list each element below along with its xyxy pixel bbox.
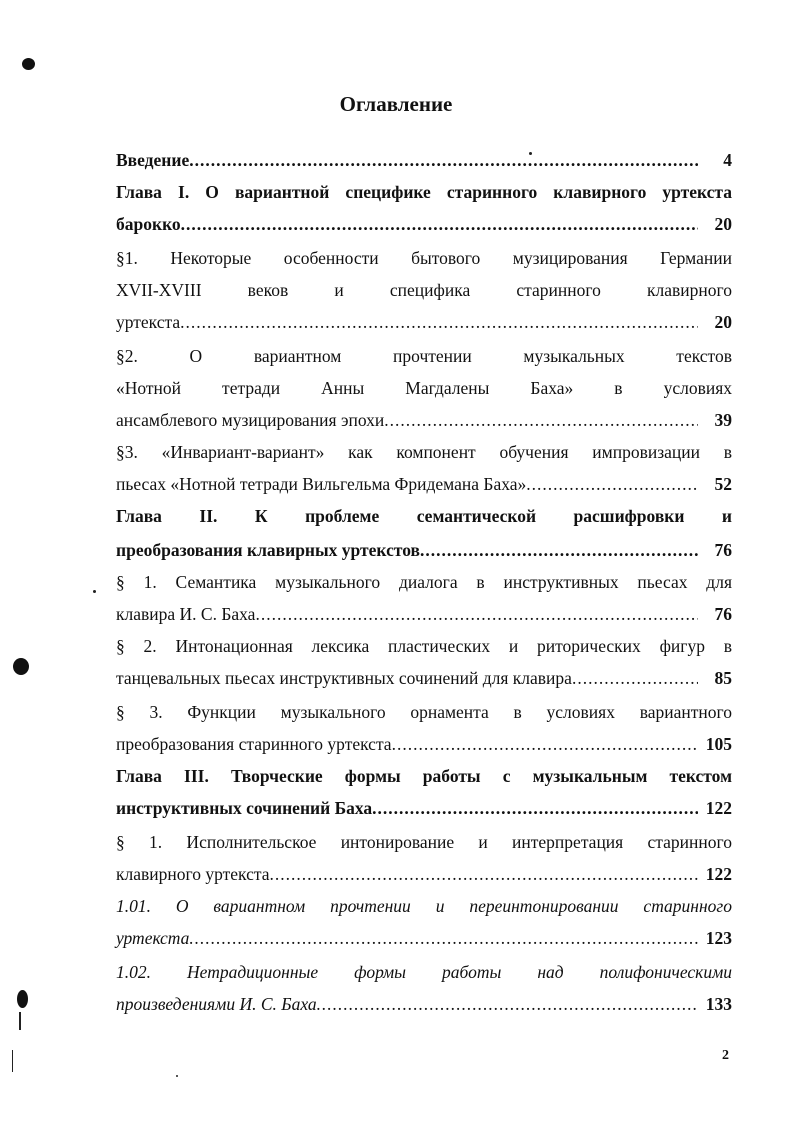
page-number: 2 — [722, 1048, 729, 1063]
toc-entry-section-1-1-cont[interactable]: XVII-XVIII веков и специфика старинного клавирного — [116, 280, 732, 300]
scan-blot-top — [22, 58, 35, 70]
toc-entry-section-1-1-end[interactable]: уртекста ..... 20 — [116, 306, 732, 338]
toc-entry-chapter-3[interactable]: Глава III. Творческие формы работы с музыкальным текстом — [116, 766, 732, 786]
toc-entry-chapter-3-end[interactable]: инструктивных сочинений Баха ..... 122 — [116, 792, 732, 824]
toc-entry-chapter-1-cont[interactable]: барокко ..... 20 — [116, 208, 732, 240]
toc-entry-section-3-1[interactable]: § 1. Исполнительское интонирование и интерпретация старинного — [116, 832, 732, 852]
page-title: Оглавление — [339, 92, 453, 116]
toc-entry-subsection-1-02[interactable]: 1.02. Нетрадиционные формы работы над полифоническими — [116, 962, 732, 982]
toc-entry-section-1-2[interactable]: §2. О вариантном прочтении музыкальных текстов — [116, 346, 732, 366]
toc-entry-section-1-3-end[interactable]: пьесах «Нотной тетради Вильгельма Фридемана Баха» ..... 52 — [116, 468, 732, 500]
toc-entry-section-2-2[interactable]: § 2. Интонационная лексика пластических и риторических фигур в — [116, 636, 732, 656]
scan-blot-middle — [13, 658, 29, 675]
toc-entry-chapter-2[interactable]: Глава II. К проблеме семантической расшифровки и — [116, 506, 732, 526]
scan-speck-dot-top — [529, 152, 532, 155]
scan-speck-line — [19, 1012, 21, 1030]
toc-entry-section-2-3-end[interactable]: преобразования старинного уртекста ..... 105 — [116, 728, 732, 760]
scan-speck-dot-bottom — [176, 1075, 178, 1077]
scan-speck-dot — [93, 590, 96, 593]
toc-entry-section-2-1-end[interactable]: клавира И. С. Баха ..... 76 — [116, 598, 732, 630]
toc-entry-subsection-1-01-end[interactable]: уртекста ..... 123 — [116, 922, 732, 954]
toc-entry-section-2-3[interactable]: § 3. Функции музыкального орнамента в условиях вариантного — [116, 702, 732, 722]
toc-entry-introduction[interactable]: Введение ..... 4 — [116, 144, 732, 176]
toc-entry-section-1-2-end[interactable]: ансамблевого музицирования эпохи ..... 39 — [116, 404, 732, 436]
toc-entry-subsection-1-01[interactable]: 1.01. О вариантном прочтении и переинтонировании старинного — [116, 896, 732, 916]
toc-entry-section-2-1[interactable]: § 1. Семантика музыкального диалога в инструктивных пьесах для — [116, 572, 732, 592]
scan-blot-bottom — [17, 990, 28, 1008]
toc-entry-chapter-1[interactable]: Глава I. О вариантной специфике старинного клавирного уртекста — [116, 182, 732, 202]
toc-entry-section-1-1[interactable]: §1. Некоторые особенности бытового музицирования Германии — [116, 248, 732, 268]
toc-entry-section-3-1-end[interactable]: клавирного уртекста ..... 122 — [116, 858, 732, 890]
toc-entry-section-1-2-cont[interactable]: «Нотной тетради Анны Магдалены Баха» в условиях — [116, 378, 732, 398]
toc-entry-section-1-3[interactable]: §3. «Инвариант-вариант» как компонент обучения импровизации в — [116, 442, 732, 462]
toc-entry-chapter-2-end[interactable]: преобразования клавирных уртекстов ..... 76 — [116, 534, 732, 566]
toc-entry-subsection-1-02-end[interactable]: произведениями И. С. Баха ..... 133 — [116, 988, 732, 1020]
scan-speck-edge — [12, 1050, 13, 1072]
toc-entry-section-2-2-end[interactable]: танцевальных пьесах инструктивных сочинений для клавира ..... 85 — [116, 662, 732, 694]
